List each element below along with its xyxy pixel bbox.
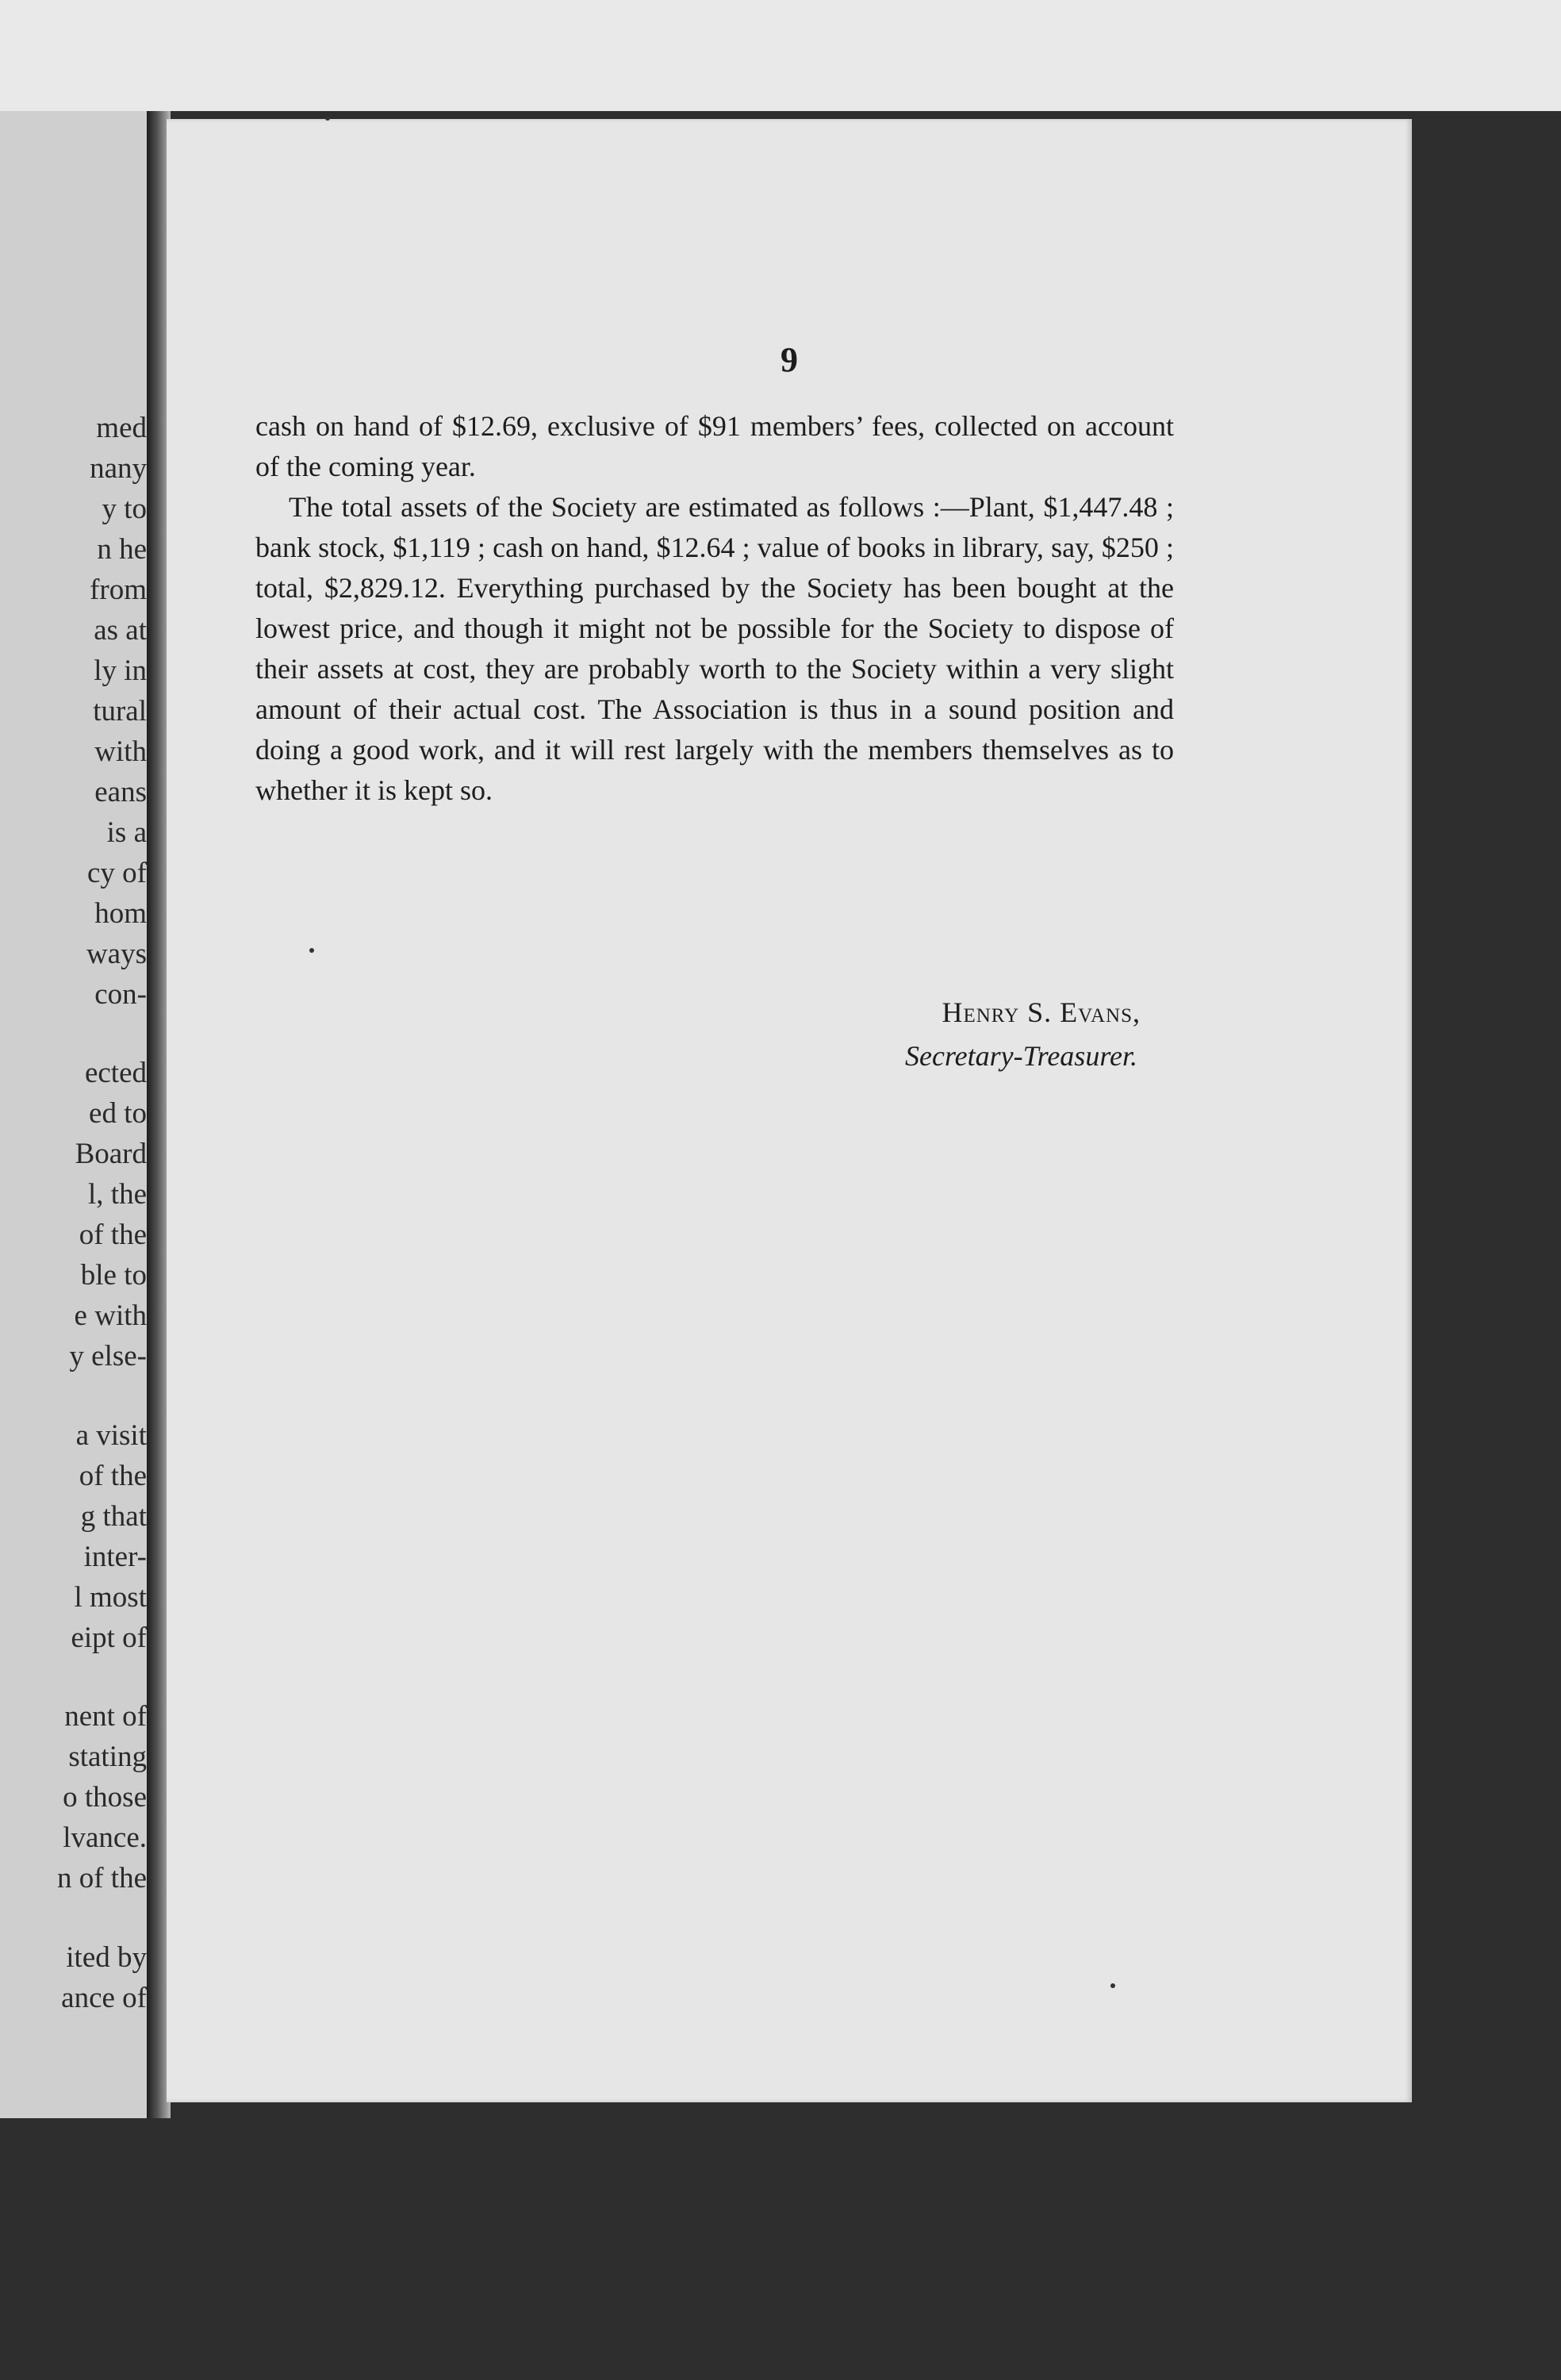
left-page-line: inter- <box>83 1540 147 1573</box>
left-page-line: med <box>96 412 147 444</box>
left-page-line: e with <box>74 1299 147 1333</box>
left-page-line: l, the <box>88 1178 147 1211</box>
left-page-line: ways <box>86 938 147 970</box>
left-page <box>0 111 155 2118</box>
left-page-line: a visit <box>75 1418 147 1452</box>
left-page-line: n of the <box>56 1862 147 1895</box>
left-page-line: y to <box>102 493 147 525</box>
left-page-line: eipt of <box>71 1621 147 1654</box>
left-page-line: lvance. <box>63 1821 147 1855</box>
left-page-line: ited by <box>66 1940 147 1974</box>
left-page-line: from <box>90 574 147 606</box>
left-page-line: Board <box>75 1138 147 1171</box>
left-page-line: ected <box>84 1057 147 1090</box>
left-page-line: cy of <box>87 857 147 889</box>
left-page-line: tural <box>93 695 147 727</box>
scan-speck <box>325 116 330 121</box>
left-page-line: ance of <box>61 1981 147 2014</box>
left-page-line: of the <box>79 1459 147 1492</box>
signature-name: Henry S. Evans, <box>942 996 1141 1028</box>
left-page-line: as at <box>94 614 147 647</box>
left-page-line: ed to <box>89 1097 147 1130</box>
scan-backdrop <box>0 0 1561 111</box>
left-page-line: con- <box>94 978 147 1011</box>
left-page-line: l most <box>74 1580 147 1614</box>
left-page-line: n he <box>97 533 147 566</box>
paragraph-cash-on-hand: cash on hand of $12.69, exclusive of $91 members’ fees, collected on account of the coming year. <box>255 410 1174 482</box>
page-number: 9 <box>780 340 798 379</box>
scan-speck <box>309 948 314 953</box>
left-page-line: with <box>94 735 147 768</box>
left-page-line: g that <box>80 1499 147 1533</box>
left-page-line: of the <box>79 1219 147 1252</box>
left-page-line: ble to <box>80 1259 147 1292</box>
left-page-line: o those <box>63 1781 147 1814</box>
left-page-line: ly in <box>94 654 147 687</box>
left-page-line: eans <box>94 776 147 808</box>
scan-speck <box>1110 1983 1115 1988</box>
left-page-line: stating <box>68 1741 147 1774</box>
signature-title: Secretary-Treasurer. <box>905 1040 1137 1072</box>
left-page-line: hom <box>94 897 147 930</box>
left-page-line: nent of <box>64 1700 147 1733</box>
left-page-line: y else- <box>69 1340 147 1373</box>
left-page-line: is a <box>106 816 147 849</box>
left-page-line: nany <box>90 452 147 485</box>
paragraph-total-assets: The total assets of the Society are estimated as follows :—Plant, $1,447.48 ; bank stock, $1,119 ; cash on hand, $12.64 ; value of books in library, say, $250 ; total, $2,829.12. Everything purchased by the Society has been bought at the lowest price, and though it might not be possible for the Society to dispose of their assets at cost, they are probably worth to the Society within a very slight amount of their actual cost. The Association is thus in a sound position and doing a good work, and it will rest largely with the members themselves as to whether it is kept so. <box>255 491 1174 806</box>
main-page <box>167 119 1412 2102</box>
